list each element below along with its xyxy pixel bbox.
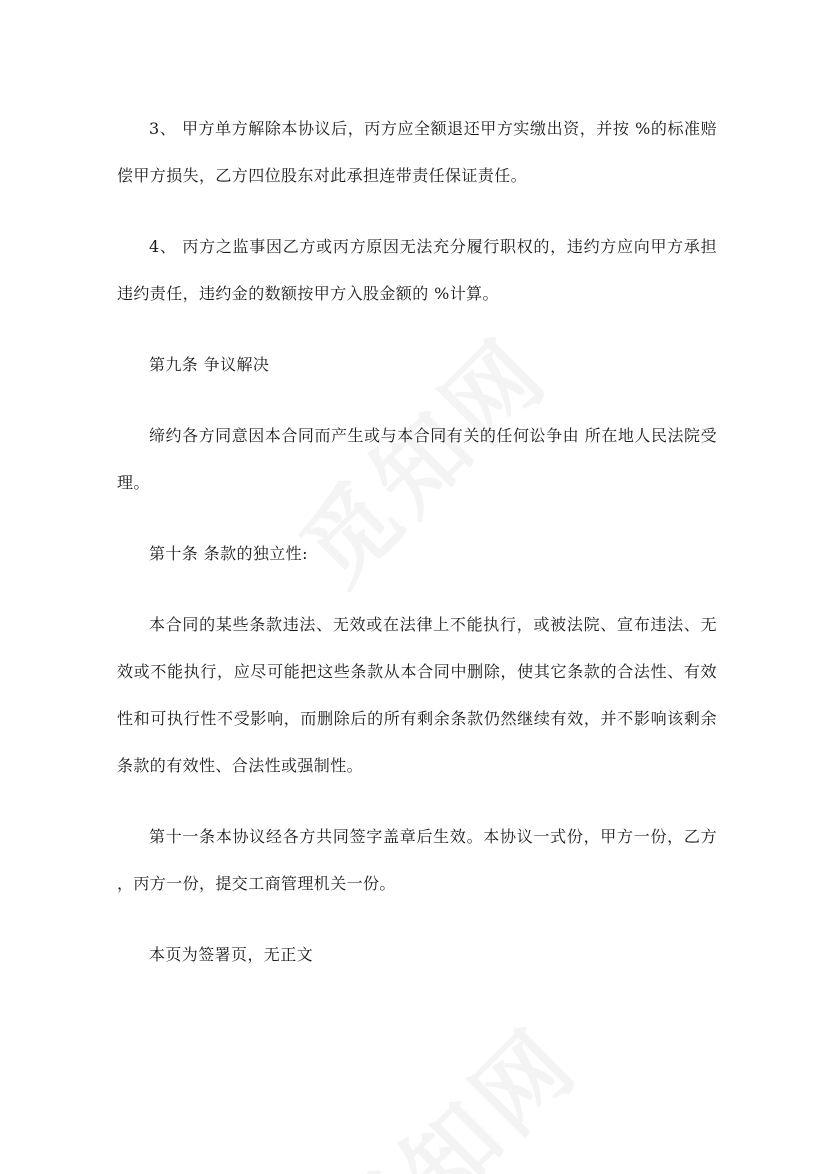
- article-9-paragraph: 缔约各方同意因本合同而产生或与本合同有关的任何讼争由 所在地人民法院受理。: [117, 426, 717, 492]
- clause-4-paragraph: 4、 丙方之监事因乙方或丙方原因无法充分履行职权的，违约方应向甲方承担违约责任，违约金的数额按甲方入股金额的 %计算。: [117, 237, 717, 303]
- clause-3-paragraph: 3、 甲方单方解除本协议后，丙方应全额退还甲方实缴出资，并按 %的标准赔偿甲方损失，乙方四位股东对此承担连带责任保证责任。: [117, 119, 717, 185]
- signature-page-note: 本页为签署页，无正文: [149, 945, 314, 964]
- article-9-heading: 第九条 争议解决: [149, 355, 270, 374]
- article-11-paragraph: 第十一条本协议经各方共同签字盖章后生效。本协议一式份，甲方一份，乙方 ，丙方一份，提交工商管理机关一份。: [117, 827, 717, 893]
- article-10-paragraph: 本合同的某些条款违法、无效或在法律上不能执行，或被法院、宣布违法、无效或不能执行，应尽可能把这些条款从本合同中删除，使其它条款的合法性、有效性和可执行性不受影响，而删除后的所有剩余条款仍然继续有效，并不影响该剩余条款的有效性、合法性或强制性。: [117, 615, 717, 775]
- article-10-heading: 第十条 条款的独立性:: [149, 544, 308, 563]
- document-body: [117, 105, 717, 978]
- watermark-bottom: [297, 993, 602, 1174]
